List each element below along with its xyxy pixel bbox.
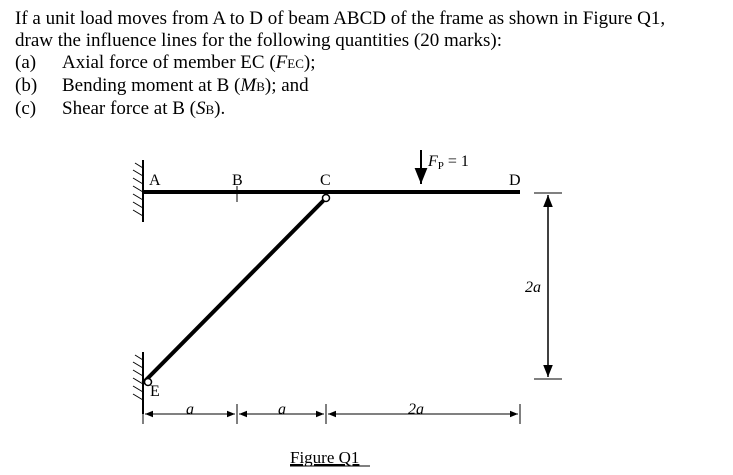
load-subscript: P xyxy=(437,160,444,172)
item-b-subscript: B xyxy=(256,79,265,94)
dim-label-cd: 2a xyxy=(408,401,424,418)
load-value: = 1 xyxy=(443,153,469,170)
item-c-symbol: S xyxy=(196,98,206,119)
node-label-e: E xyxy=(150,383,160,400)
question-line-1: If a unit load moves from A to D of beam ABCD of the frame as shown in Figure Q1, xyxy=(15,8,666,29)
item-b-tail: ); and xyxy=(264,75,309,96)
dim-label-ab: a xyxy=(186,401,194,418)
item-a-subscript: EC xyxy=(287,56,304,71)
figure-caption: Figure Q1 xyxy=(290,448,360,467)
node-label-a: A xyxy=(149,172,161,189)
load-symbol: F xyxy=(428,153,438,170)
item-b-symbol: M xyxy=(240,75,257,96)
item-a-letter: (a) xyxy=(15,52,37,73)
fixed-support-a xyxy=(133,160,143,222)
horizontal-dimensions xyxy=(143,404,520,424)
item-a-lead: Axial force of member EC ( xyxy=(62,52,276,73)
item-c-tail: ). xyxy=(214,98,226,119)
item-a-tail: ); xyxy=(303,52,316,73)
item-b-letter: (b) xyxy=(15,75,38,96)
item-c-subscript: B xyxy=(205,102,215,117)
question-line-2: draw the influence lines for the following quantities (20 marks): xyxy=(15,30,503,51)
node-label-d: D xyxy=(509,172,521,189)
hinge-c xyxy=(323,195,330,202)
node-label-c: C xyxy=(320,172,331,189)
height-dim-label: 2a xyxy=(525,279,541,296)
item-b-lead: Bending moment at B ( xyxy=(62,75,241,96)
member-ec xyxy=(143,198,326,383)
load-label xyxy=(427,153,469,172)
dim-label-bc: a xyxy=(278,401,286,418)
item-c-letter: (c) xyxy=(15,98,37,119)
item-a-symbol: F xyxy=(275,52,288,73)
node-label-b: B xyxy=(232,172,243,189)
item-c-lead: Shear force at B ( xyxy=(62,98,196,119)
support-e xyxy=(133,352,143,414)
